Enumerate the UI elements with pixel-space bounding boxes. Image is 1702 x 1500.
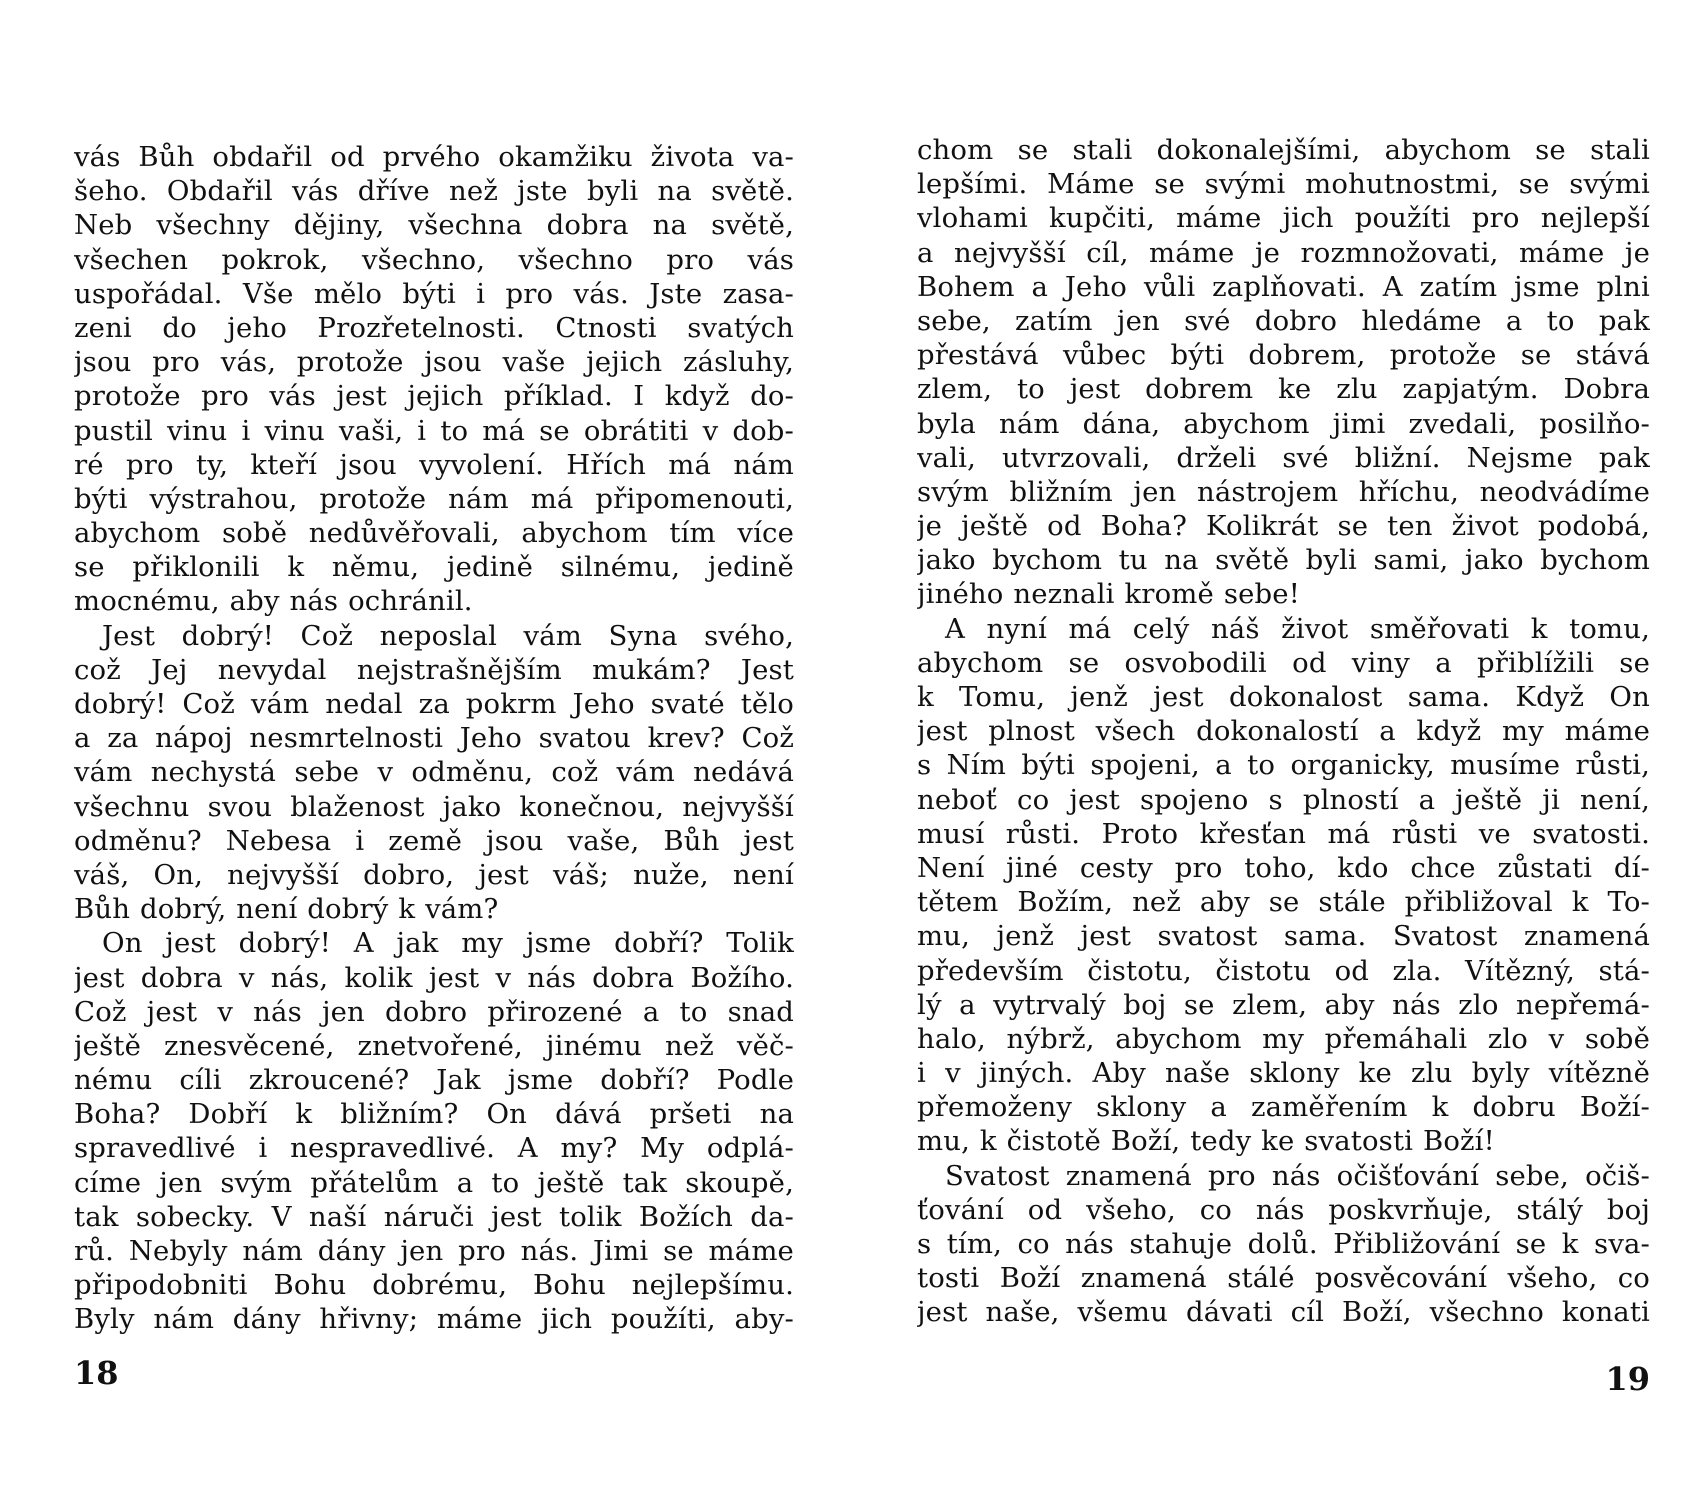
text-line: jiného neznali kromě sebe! [917, 578, 1300, 611]
text-line: jsou pro vás, protože jsou vaše jejich zásluhy, [74, 346, 794, 379]
text-line: s tím, co nás stahuje dolů. Přibližování se k sva- [917, 1228, 1650, 1260]
text-line: mocnému, aby nás ochránil. [74, 585, 473, 618]
text-line: zeni do jeho Prozřetelnosti. Ctnosti svatých [74, 311, 794, 344]
text-line: pustil vinu i vinu vaši, i to má se obrátiti v dob- [74, 414, 794, 447]
text-line: ještě znesvěcené, znetvořené, jinému než věč- [74, 1029, 794, 1062]
text-line: Svatost znamená pro nás očišťování sebe, očiš- [945, 1159, 1650, 1192]
text-line: přestává vůbec býti dobrem, protože se stává [917, 339, 1650, 372]
text-line: rů. Nebyly nám dány jen pro nás. Jimi se máme [74, 1235, 794, 1267]
left-page-text [74, 140, 794, 1337]
text-line: lepšími. Máme se svými mohutnostmi, se svými [917, 168, 1650, 201]
page-number: 18 [74, 1354, 119, 1392]
text-line: Což jest v nás jen dobro přirozené a to snad [74, 995, 794, 1028]
text-line: s Ním býti spojeni, a to organicky, musíme růsti, [917, 749, 1650, 782]
text-line: byla nám dána, abychom jimi zvedali, posilňo- [917, 407, 1650, 440]
text-line: mu, k čistotě Boží, tedy ke svatosti Boží! [917, 1125, 1495, 1158]
text-line: chom se stali dokonalejšími, abychom se stali [917, 134, 1650, 166]
text-line: všechen pokrok, všechno, všechno pro vás [74, 243, 794, 276]
text-line: i v jiných. Aby naše sklony ke zlu byly vítězně [917, 1057, 1650, 1090]
text-line: címe jen svým přátelům a to ještě tak skoupě, [74, 1166, 794, 1199]
text-line: ťování od všeho, co nás poskvrňuje, stálý boj [917, 1193, 1650, 1226]
text-line: a za nápoj nesmrtelnosti Jeho svatou krev? Což [74, 722, 794, 755]
text-line: zlem, to jest dobrem ke zlu zapjatým. Dobra [917, 373, 1650, 406]
right-page [917, 0, 1650, 1500]
text-line: jest naše, všemu dávati cíl Boží, všechno konati [917, 1296, 1650, 1329]
text-line: tak sobecky. V naší náruči jest tolik Božích da- [74, 1200, 794, 1233]
text-line: Jest dobrý! Což neposlal vám Syna svého, [102, 619, 794, 652]
text-line: svým bližním jen nástrojem hříchu, neodvádíme [917, 475, 1650, 508]
text-line: dobrý! Což vám nedal za pokrm Jeho svaté tělo [74, 688, 794, 720]
text-line: odměnu? Nebesa i země jsou vaše, Bůh jest [74, 824, 794, 857]
text-line: Není jiné cesty pro toho, kdo chce zůstati dí- [917, 851, 1650, 884]
text-line: spravedlivé i nespravedlivé. A my? My odplá- [74, 1132, 794, 1165]
text-line: a nejvyšší cíl, máme je rozmnožovati, máme je [917, 236, 1650, 269]
right-page-text [917, 133, 1650, 1330]
text-line: On jest dobrý! A jak my jsme dobří? Tolik [102, 927, 794, 960]
text-line: neboť co jest spojeno s plností a ještě ji není, [917, 783, 1650, 816]
text-line: halo, nýbrž, abychom my přemáhali zlo v sobě [917, 1022, 1650, 1055]
text-line: přemoženy sklony a zaměřením k dobru Boží- [917, 1091, 1650, 1124]
text-line: lý a vytrvalý boj se zlem, aby nás zlo nepřemá- [917, 988, 1650, 1021]
text-line: Bůh dobrý, není dobrý k vám? [74, 893, 499, 926]
text-line: Neb všechny dějiny, všechna dobra na světě, [74, 209, 794, 242]
text-line: se přiklonili k němu, jedině silnému, jedině [74, 551, 794, 584]
text-line: A nyní má celý náš život směřovati k tomu, [945, 612, 1650, 645]
text-line: ré pro ty, kteří jsou vyvolení. Hřích má nám [74, 448, 794, 481]
text-line: sebe, zatím jen své dobro hledáme a to pak [917, 304, 1650, 337]
text-line: připodobniti Bohu dobrému, Bohu nejlepšímu. [74, 1269, 794, 1302]
text-line: jest dobra v nás, kolik jest v nás dobra Božího. [74, 961, 794, 994]
text-line: je ještě od Boha? Kolikrát se ten život podobá, [917, 510, 1650, 543]
text-line: protože pro vás jest jejich příklad. I když do- [74, 380, 794, 413]
text-line: tětem Božím, než aby se stále přibližoval k To- [917, 886, 1650, 919]
text-line: Boha? Dobří k bližním? On dává pršeti na [74, 1098, 794, 1131]
text-line: musí růsti. Proto křesťan má růsti ve svatosti. [917, 817, 1650, 850]
text-line: vám nechystá sebe v odměnu, což vám nedává [74, 756, 794, 789]
text-line: váš, On, nejvyšší dobro, jest váš; nuže, není [74, 858, 794, 891]
text-line: k Tomu, jenž jest dokonalost sama. Když On [917, 681, 1650, 713]
text-line: jest plnost všech dokonalostí a když my máme [917, 715, 1650, 748]
text-line: vlohami kupčiti, máme jich použíti pro nejlepší [917, 202, 1650, 235]
text-line: abychom se osvobodili od viny a přiblížili se [917, 646, 1650, 679]
left-page [74, 0, 794, 1500]
text-line: uspořádal. Vše mělo býti i pro vás. Jste zasa- [74, 277, 794, 310]
text-line: což Jej nevydal nejstrašnějším mukám? Jest [74, 653, 794, 686]
text-line: nému cíli zkroucené? Jak jsme dobří? Podle [74, 1064, 794, 1097]
text-line: tosti Boží znamená stálé posvěcování všeho, co [917, 1262, 1650, 1295]
text-line: vás Bůh obdařil od prvého okamžiku života va- [74, 141, 794, 173]
text-line: všechnu svou blaženost jako konečnou, nejvyšší [74, 790, 794, 823]
text-line: jako bychom tu na světě byli sami, jako bychom [917, 544, 1650, 577]
text-line: především čistotu, čistotu od zla. Vítězný, stá- [917, 954, 1650, 987]
page-number: 19 [1605, 1360, 1650, 1398]
text-line: Byly nám dány hřivny; máme jich použíti, aby- [74, 1303, 794, 1336]
text-line: Bohem a Jeho vůli zaplňovati. A zatím jsme plni [917, 270, 1650, 303]
text-line: vali, utvrzovali, drželi své bližní. Nejsme pak [917, 441, 1650, 474]
text-line: šeho. Obdařil vás dříve než jste byli na světě. [74, 175, 794, 208]
text-line: mu, jenž jest svatost sama. Svatost znamená [917, 920, 1650, 953]
text-line: býti výstrahou, protože nám má připomenouti, [74, 482, 794, 515]
text-line: abychom sobě nedůvěřovali, abychom tím více [74, 517, 794, 550]
